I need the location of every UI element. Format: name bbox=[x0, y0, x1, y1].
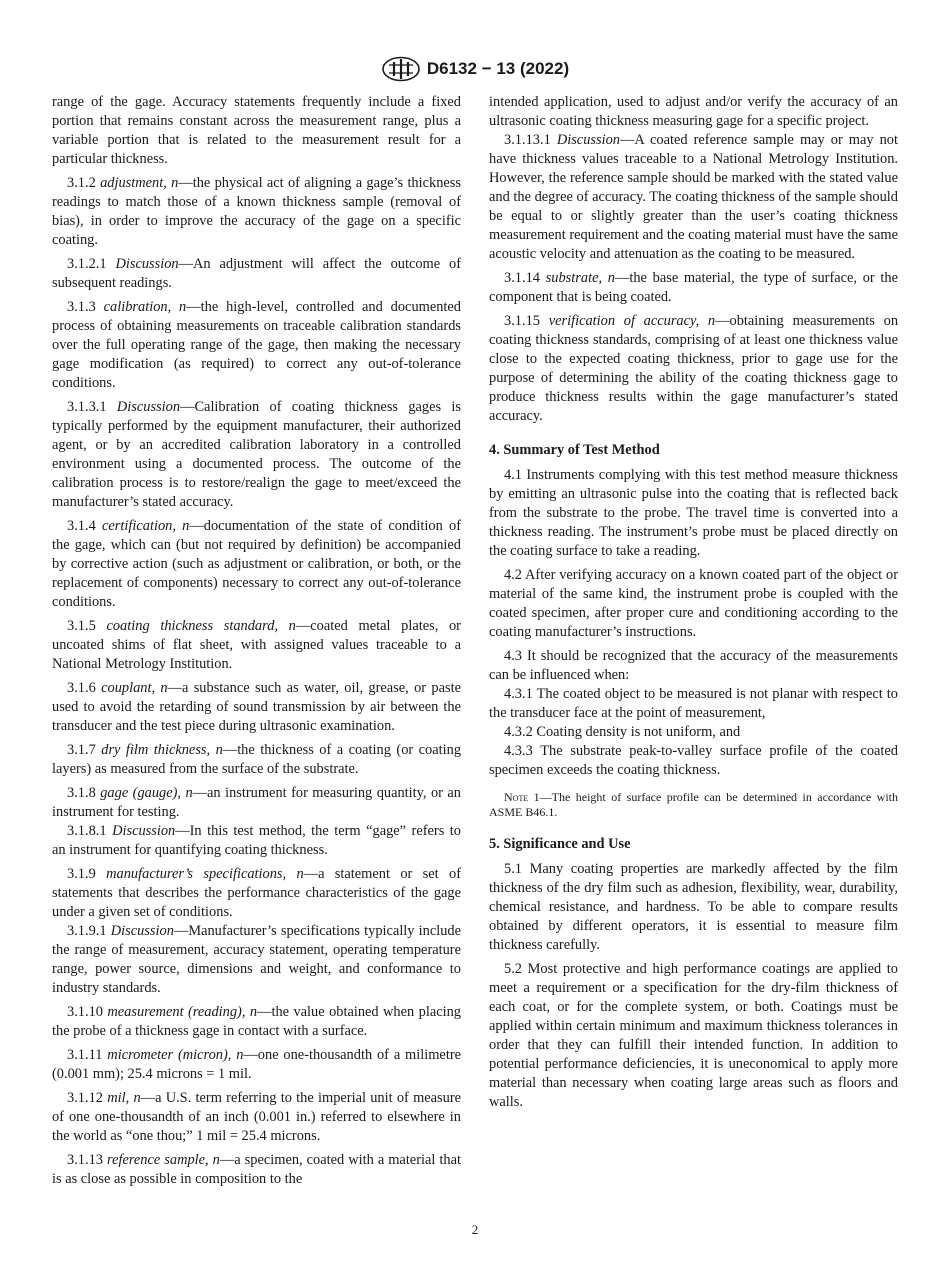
paragraph-4-1: 4.1 Instruments complying with this test method measure thickness by emitting an ultrasonic pulse into the coating that is reflected back from the substrate to the probe. The travel time is converted into a thickness reading. The instrument’s probe must be placed directly on the coating surface to take a reading. bbox=[489, 467, 898, 559]
paragraph-4-3-1: 4.3.1 The coated object to be measured is not planar with respect to the transducer face at the point of measurement, bbox=[489, 686, 898, 721]
definition-adjustment: 3.1.2 adjustment, n—the physical act of aligning a gage’s thickness readings to match those of a known thickness sample (removal of bias), in order to improve the accuracy of the gage on a specific coating. bbox=[52, 175, 461, 248]
definition-measurement: 3.1.10 measurement (reading), n—the value obtained when placing the probe of a thickness gage in contact with a surface. bbox=[52, 1004, 461, 1039]
definition-couplant: 3.1.6 couplant, n—a substance such as water, oil, grease, or paste used to avoid the retarding of sound transmission by air between the transducer and the test piece during ultrasonic examination. bbox=[52, 680, 461, 734]
definition-calibration: 3.1.3 calibration, n—the high-level, controlled and documented process of obtaining measurements on traceable calibration standards over the full operating range of the gage, then making the necessary gage modification (as required) to correct any out-of-tolerance conditions. bbox=[52, 299, 461, 391]
paragraph-5-2: 5.2 Most protective and high performance coatings are applied to meet a requirement or a specification for the dry-film thickness of each coat, or for the complete system, or both. Coatings must be applied within certain minimum and maximum thickness tolerances in order that they can fulfill their intended function. In addition to potential performance deficiencies, it is uneconomical to apply more material than necessary when coating large areas such as floors and walls. bbox=[489, 961, 898, 1110]
discussion-gage: 3.1.8.1 Discussion—In this test method, the term “gage” refers to an instrument for quantifying coating thickness. bbox=[52, 823, 461, 858]
definition-gage: 3.1.8 gage (gauge), n—an instrument for measuring quantity, or an instrument for testing. bbox=[52, 785, 461, 820]
paragraph-5-1: 5.1 Many coating properties are markedly affected by the film thickness of the dry film such as adhesion, flexibility, wear, durability, chemical resistance, and hardness. To be able to compare results obtained by different operators, it is essential to measure film thickness carefully. bbox=[489, 861, 898, 953]
paragraph: intended application, used to adjust and/or verify the accuracy of an ultrasonic coating thickness measuring gage for a specific project. bbox=[489, 94, 898, 129]
definition-mil: 3.1.12 mil, n—a U.S. term referring to the imperial unit of measure of one one-thousandth of an inch (0.001 in.) referred to elsewhere in the world as “one thou;” 1 mil = 25.4 microns. bbox=[52, 1090, 462, 1144]
definition-reference-sample: 3.1.13 reference sample, n—a specimen, coated with a material that is as close as possible in composition to the bbox=[52, 1152, 461, 1187]
page-header bbox=[0, 56, 950, 84]
astm-logo-icon bbox=[381, 56, 421, 82]
discussion-reference-sample: 3.1.13.1 Discussion—A coated reference sample may or may not have thickness values traceable to a National Metrology Institution. However, the reference sample should be marked with the stated value and the degree of accuracy. The coating thickness of the sample should be equal to or slightly greater than the user’s coating thickness measurement requirement and the coating material must have the same acoustic velocity and attenuation as the coating to be measured. bbox=[489, 132, 898, 262]
section-heading-4: 4. Summary of Test Method bbox=[489, 442, 660, 458]
left-column bbox=[52, 93, 461, 1194]
page-number: 2 bbox=[471, 1222, 479, 1237]
definition-substrate: 3.1.14 substrate, n—the base material, the type of surface, or the component that is being coated. bbox=[489, 270, 898, 305]
note-1: Note 1—The height of surface profile can be determined in accordance with ASME B46.1. bbox=[489, 790, 898, 819]
standard-designation: D6132 − 13 (2022) bbox=[426, 59, 570, 78]
discussion-calibration: 3.1.3.1 Discussion—Calibration of coating thickness gages is typically performed by the equipment manufacturer, their authorized agent, or by an accredited calibration laboratory in a controlled environment using a documented process. The outcome of the calibration process is to restore/realign the gage to meet/exceed the manufacturer’s stated accuracy. bbox=[52, 399, 462, 510]
definition-certification: 3.1.4 certification, n—documentation of the state of condition of the gage, which can (but not required by definition) be accompanied by corrective action (such as adjustment or calibration, or both, or the replacement of components) necessary to correct any out-of-tolerance conditions. bbox=[52, 518, 461, 610]
paragraph: range of the gage. Accuracy statements frequently include a fixed portion that remains constant across the measurement range, plus a variable portion that is related to the measurement result for a particular thickness. bbox=[52, 94, 461, 167]
discussion-adjustment: 3.1.2.1 Discussion—An adjustment will affect the outcome of subsequent readings. bbox=[52, 256, 461, 291]
paragraph-4-3: 4.3 It should be recognized that the accuracy of the measurements can be influenced when: bbox=[489, 648, 898, 683]
right-column bbox=[489, 93, 898, 1117]
paragraph-4-3-3: 4.3.3 The substrate peak-to-valley surface profile of the coated specimen exceeds the coating thickness. bbox=[489, 743, 898, 778]
paragraph-4-3-2: 4.3.2 Coating density is not uniform, and bbox=[504, 724, 741, 740]
paragraph-4-2: 4.2 After verifying accuracy on a known coated part of the object or material of the same kind, the instrument probe is coupled with the coated specimen, after proper cure and conditioning according to the coating manufacturer’s instructions. bbox=[489, 567, 898, 640]
definition-dry-film-thickness: 3.1.7 dry film thickness, n—the thickness of a coating (or coating layers) as measured from the surface of the substrate. bbox=[52, 742, 462, 777]
definition-manufacturers-specifications: 3.1.9 manufacturer’s specifications, n—a statement or set of statements that describes the performance characteristics of the gage under a given set of conditions. bbox=[52, 866, 461, 920]
section-heading-5: 5. Significance and Use bbox=[489, 836, 631, 852]
definition-verification-of-accuracy: 3.1.15 verification of accuracy, n—obtaining measurements on coating thickness standards, comprising of at least one thickness value close to the expected coating thickness, prior to gage use for the purpose of determining the ability of the coating thickness gage to produce thickness results within the gage manufacturer’s stated accuracy. bbox=[489, 313, 899, 424]
discussion-manufacturers-specifications: 3.1.9.1 Discussion—Manufacturer’s specifications typically include the range of measurement, accuracy statement, operating temperature range, power source, dimensions and weight, and conformance to industry standards. bbox=[52, 923, 462, 996]
definition-coating-thickness-standard: 3.1.5 coating thickness standard, n—coated metal plates, or uncoated shims of flat sheet, with assigned values traceable to a National Metrology Institution. bbox=[52, 618, 461, 672]
definition-micrometer: 3.1.11 micrometer (micron), n—one one-thousandth of a milimetre (0.001 mm); 25.4 microns = 1 mil. bbox=[52, 1047, 461, 1082]
